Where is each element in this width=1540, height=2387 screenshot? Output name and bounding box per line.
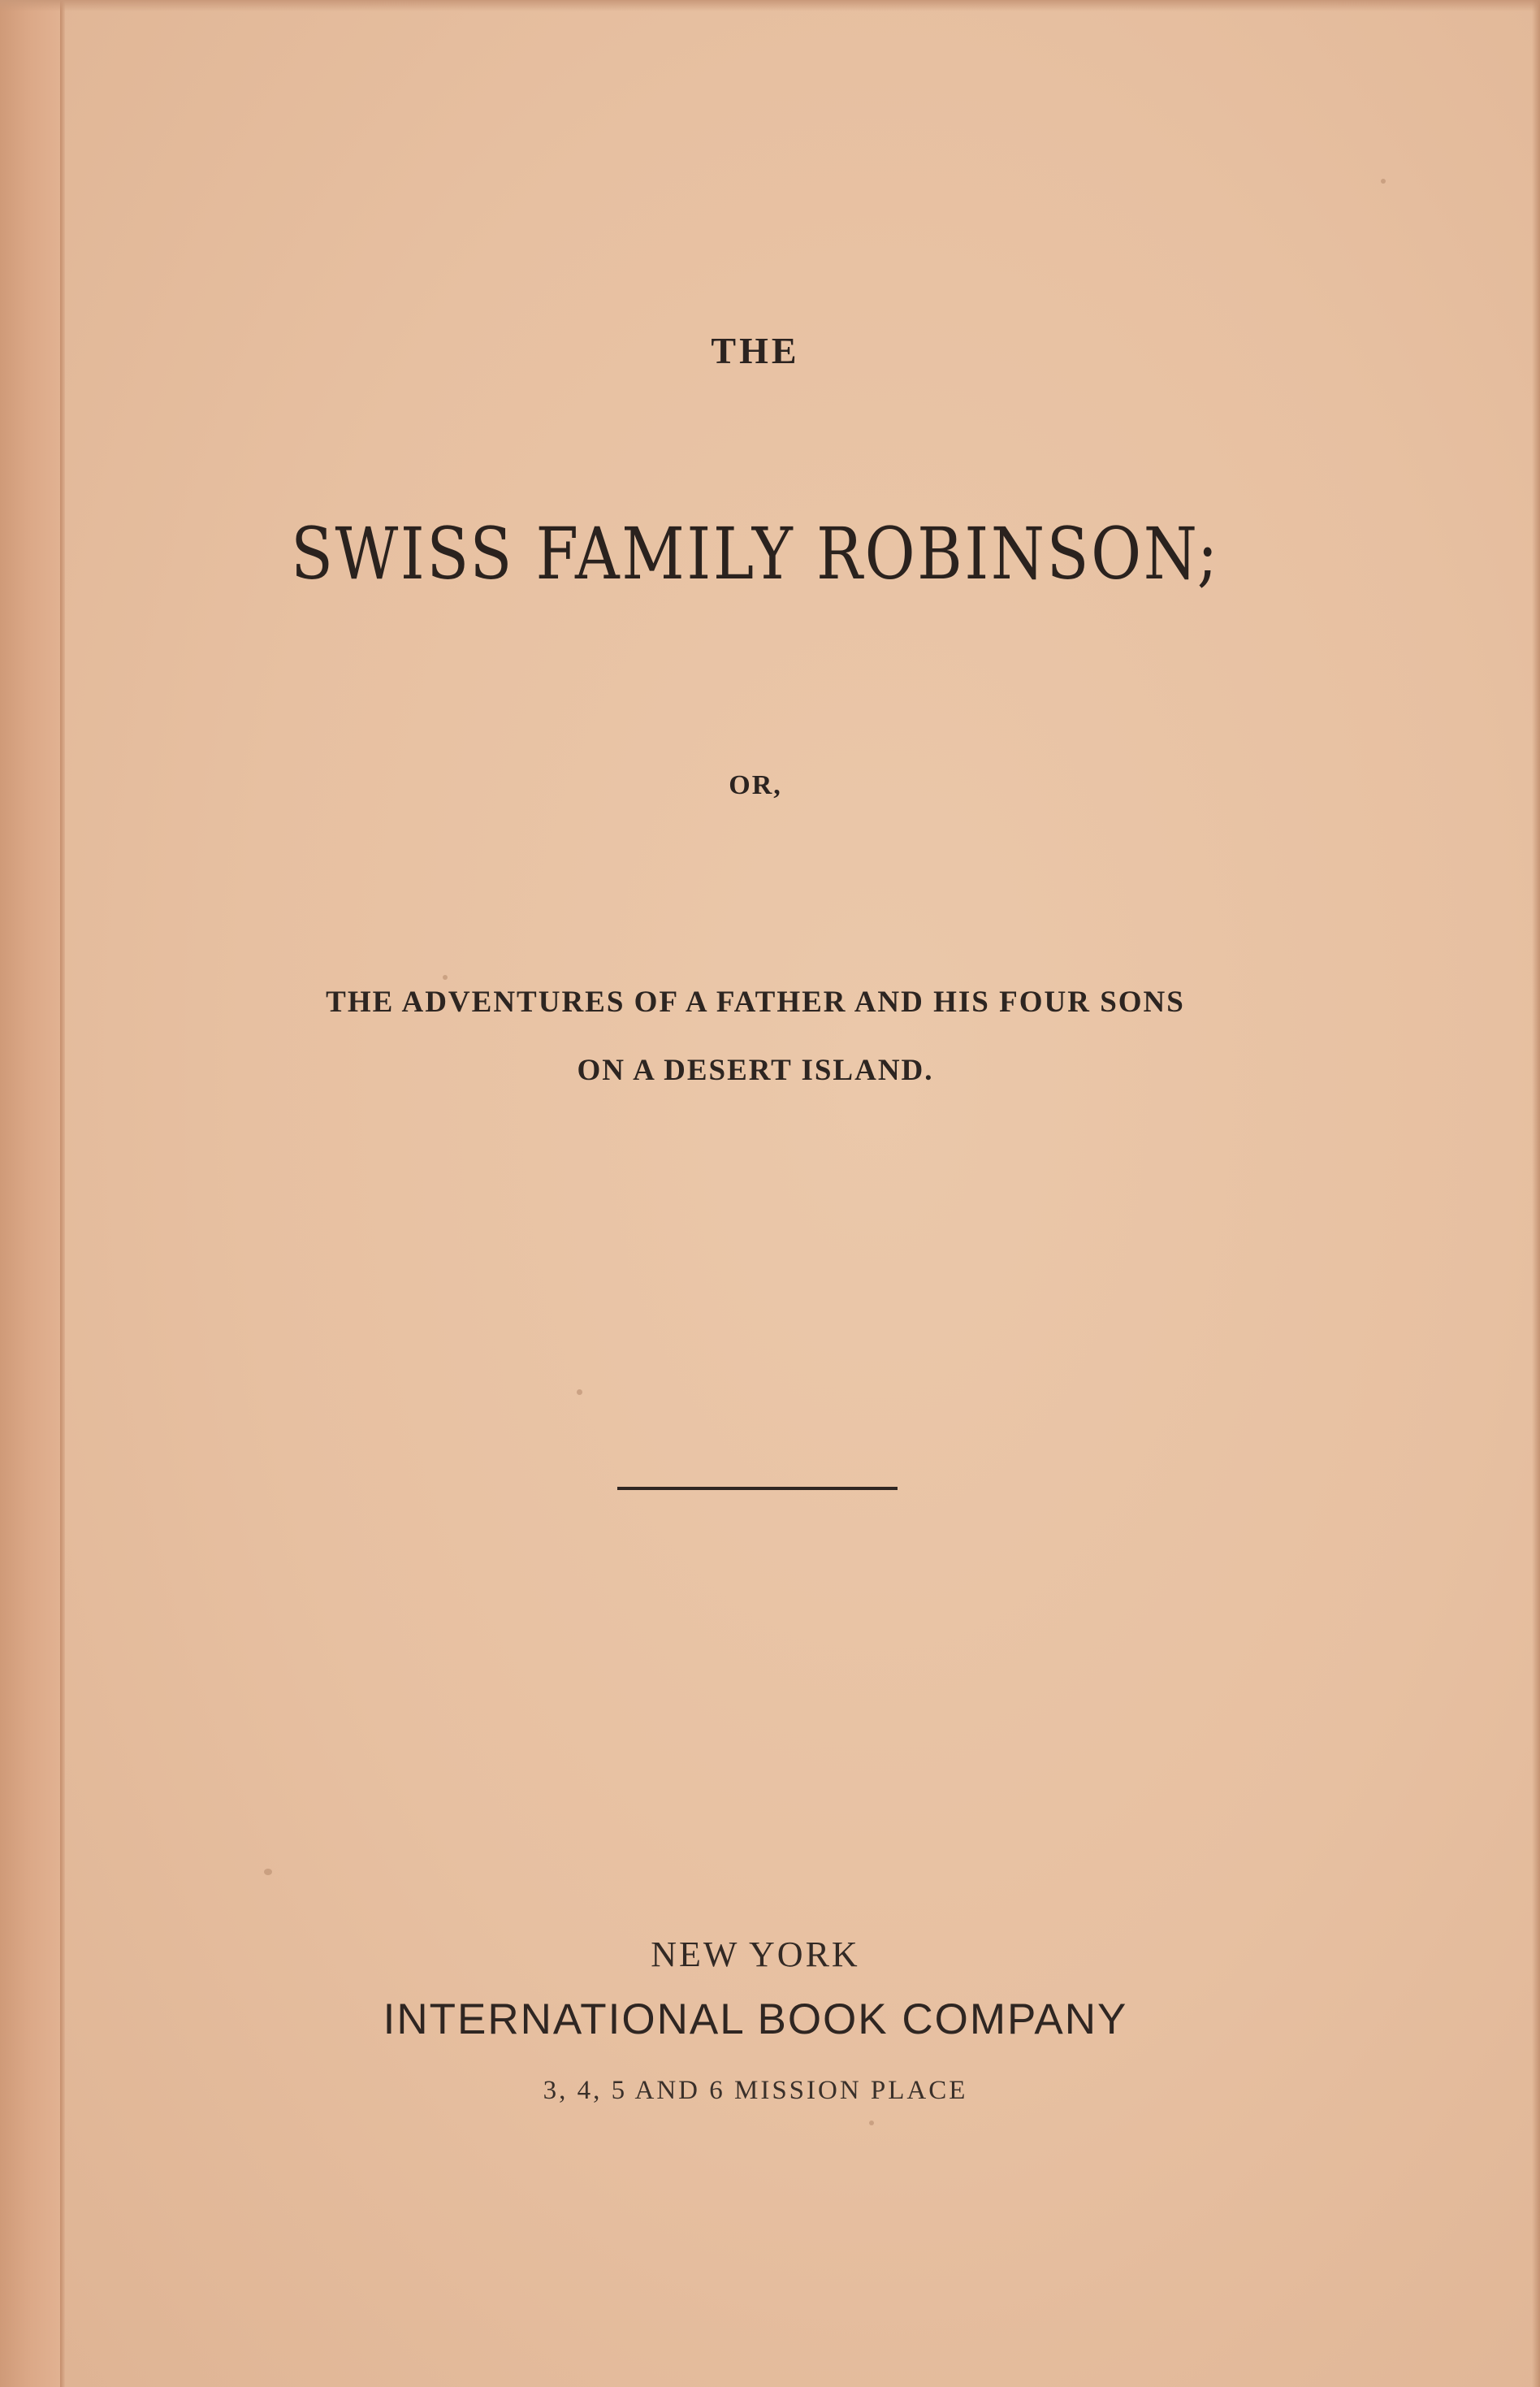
title-article: THE — [711, 330, 800, 371]
book-title: SWISS FAMILY ROBINSON; — [291, 512, 1220, 596]
paper-speck — [577, 1389, 582, 1395]
divider-rule — [617, 1487, 898, 1490]
imprint-city: NEW YORK — [651, 1934, 860, 1974]
right-edge-shadow — [1532, 0, 1540, 2387]
imprint-address: 3, 4, 5 AND 6 MISSION PLACE — [543, 2076, 968, 2105]
paper-speck — [869, 2121, 874, 2125]
subtitle-line-1: THE ADVENTURES OF A FATHER AND HIS FOUR SONS — [326, 986, 1185, 1019]
title-conjunction: OR, — [729, 770, 782, 800]
subtitle-line-2: ON A DESERT ISLAND. — [577, 1054, 934, 1087]
top-edge-shadow — [0, 0, 1540, 11]
imprint-publisher: INTERNATIONAL BOOK COMPANY — [383, 1995, 1128, 2043]
binding-edge — [0, 0, 63, 2387]
paper-speck — [443, 975, 448, 980]
paper-speck — [264, 1869, 272, 1875]
paper-speck — [1381, 179, 1386, 184]
title-page — [65, 0, 1540, 2387]
